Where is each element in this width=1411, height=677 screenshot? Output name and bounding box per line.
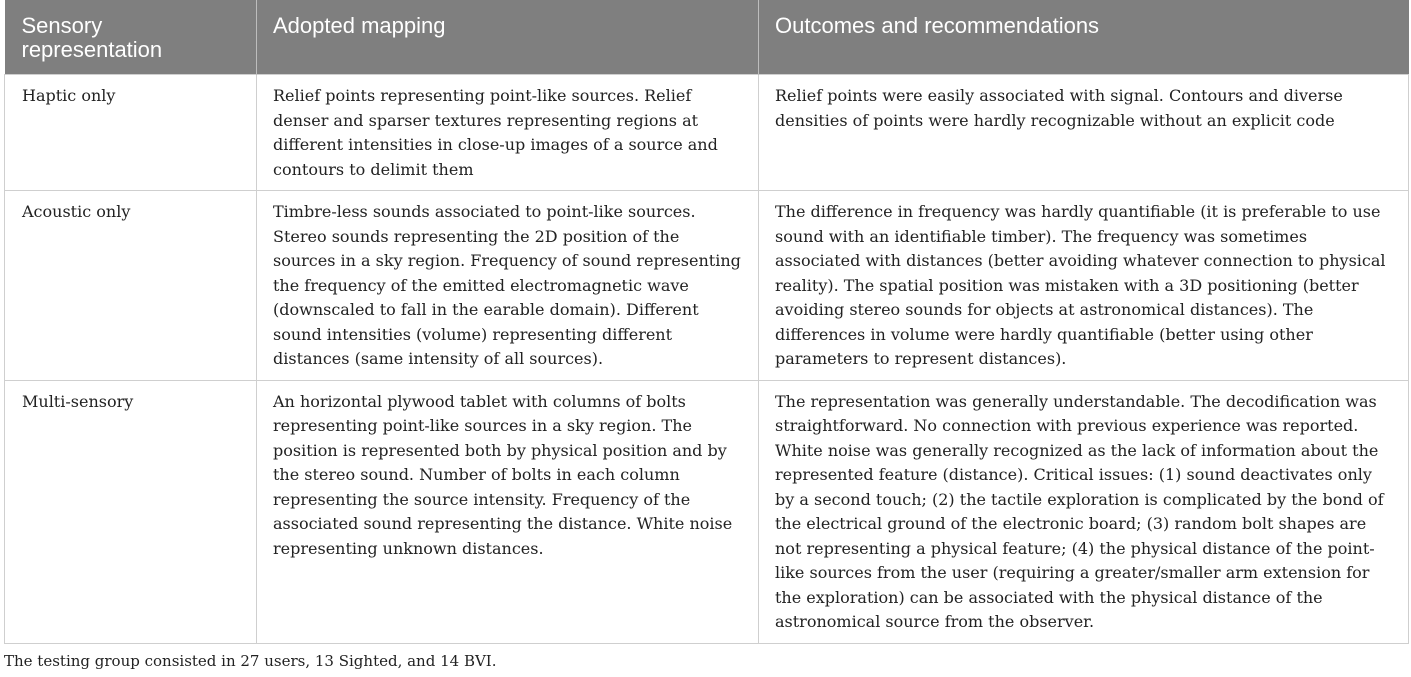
- header-adopted-mapping: Adopted mapping: [257, 0, 759, 75]
- cell-outcomes: The difference in frequency was hardly quantifiable (it is preferable to use sound with an identifiable timber). The frequency was sometimes associated with distances (better avoiding whatever connection to physical reality). The spatial position was mistaken with a 3D positioning (better avoiding stereo sounds for objects at astronomical distances). The differences in volume were hardly quantifiable (better using other parameters to represent distances).: [759, 191, 1409, 381]
- results-table-container: [4, 0, 1408, 644]
- results-table: [4, 0, 1409, 644]
- header-sensory-representation: Sensory representation: [5, 0, 257, 75]
- cell-mapping: Timbre-less sounds associated to point-like sources. Stereo sounds representing the 2D position of the sources in a sky region. Frequency of sound representing the frequency of the emitted electromagnetic wave (downscaled to fall in the earable domain). Different sound intensities (volume) representing different distances (same intensity of all sources).: [257, 191, 759, 381]
- table-header: [5, 0, 1409, 75]
- cell-outcomes: The representation was generally understandable. The decodification was straightforward. No connection with previous experience was reported. White noise was generally recognized as the lack of information about the represented feature (distance). Critical issues: (1) sound deactivates only by a second touch; (2) the tactile exploration is complicated by the bond of the electrical ground of the electronic board; (3) random bolt shapes are not representing a physical feature; (4) the physical distance of the point-like sources from the user (requiring a greater/smaller arm extension for the exploration) can be associated with the physical distance of the astronomical source from the observer.: [759, 380, 1409, 643]
- header-row: [5, 0, 1409, 75]
- cell-representation: Haptic only: [5, 75, 257, 191]
- table-footnote: The testing group consisted in 27 users, 13 Sighted, and 14 BVI.: [4, 652, 497, 670]
- table-row: [5, 380, 1409, 643]
- table-row: [5, 75, 1409, 191]
- cell-mapping: An horizontal plywood tablet with columns of bolts representing point-like sources in a sky region. The position is represented both by physical position and by the stereo sound. Number of bolts in each column representing the source intensity. Frequency of the associated sound representing the distance. White noise representing unknown distances.: [257, 380, 759, 643]
- cell-outcomes: Relief points were easily associated with signal. Contours and diverse densities of points were hardly recognizable without an explicit code: [759, 75, 1409, 191]
- table-row: [5, 191, 1409, 381]
- cell-representation: Multi-sensory: [5, 380, 257, 643]
- table-body: [5, 75, 1409, 644]
- cell-mapping: Relief points representing point-like sources. Relief denser and sparser textures representing regions at different intensities in close-up images of a source and contours to delimit them: [257, 75, 759, 191]
- header-outcomes-recommendations: Outcomes and recommendations: [759, 0, 1409, 75]
- cell-representation: Acoustic only: [5, 191, 257, 381]
